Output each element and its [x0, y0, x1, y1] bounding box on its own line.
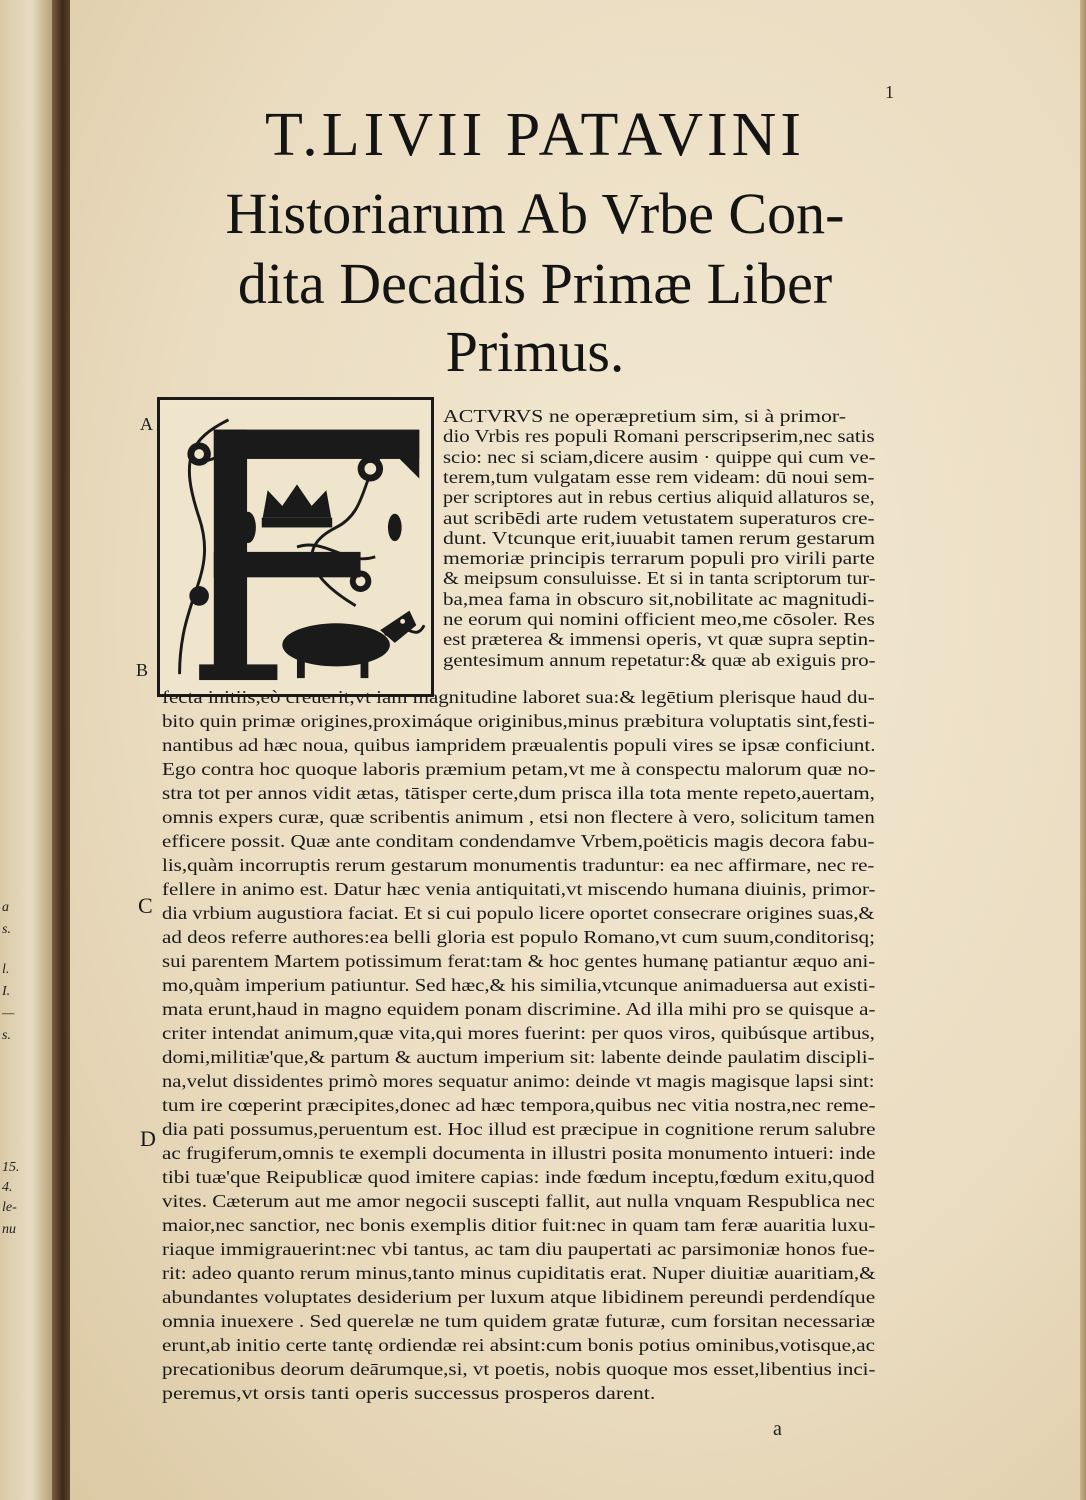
leaf-note: 4. — [2, 1180, 13, 1195]
text-line: tum ire cœperint præcipites,donec ad hæc tempora,quibus nec vitia nostra,nec reme- — [162, 1095, 876, 1115]
leaf-note: I. — [2, 984, 11, 999]
margin-letter-b: B — [136, 660, 149, 680]
signature-mark: a — [773, 1418, 782, 1440]
page-edge — [1080, 0, 1086, 1500]
margin-letter-d: D — [140, 1126, 156, 1151]
text-line: memoriæ principis terrarum populi pro virili parte — [443, 548, 875, 569]
title-line-4: Primus. — [445, 319, 625, 384]
margin-letter-c: C — [138, 893, 153, 918]
text-line: ac frugiferum,omnis te exempli documenta in illustri posita monumento intueri: inde — [162, 1143, 876, 1163]
text-line: rit: adeo quanto rerum minus,tanto minus cupiditatis erat. Nuper diuitiæ auaritiam,& — [162, 1263, 876, 1283]
title-line-3: dita Decadis Primæ Liber — [237, 251, 833, 316]
leaf-note: — — [2, 1006, 15, 1021]
text-line: scio: nec si sciam,dicere ausim · quippe qui cum ve- — [443, 446, 876, 467]
text-line: terem,tum vulgatam esse rem videam: dū noui sem- — [443, 466, 875, 487]
leaf-note: s. — [2, 922, 11, 937]
margin-letter-a: A — [140, 414, 153, 434]
text-line: dia vrbium augustiora faciat. Et si cui populo licere oportet consecrare origines suas,& — [162, 903, 875, 923]
text-line: na,velut dissidentes primò mores sequatur animo: deinde vt magis magisque lapsi sint: — [162, 1071, 875, 1091]
text-line: aut scribēdi arte rudem vetustatem superaturos cre- — [443, 507, 875, 528]
text-line: bito quin primæ origines,proximáque originibus,minus præbitura voluptatis sint,festi- — [162, 711, 875, 731]
text-line: tibi tuæ'que Reipublicæ quod imitere capias: inde fœdum inceptu,fœdum exitu,quod — [162, 1167, 875, 1187]
book-gutter — [52, 0, 70, 1500]
text-line: maior,nec sanctior, nec bonis exemplis ditior fuit:nec in quam tam feræ auaritia luxu- — [162, 1215, 876, 1235]
ornament-illustration — [160, 400, 431, 694]
title-line-2: Historiarum Ab Vrbe Con- — [225, 181, 845, 246]
text-line: mata erunt,haud in magno equidem ponam discrimine. Ad illa mihi pro se quisque a- — [162, 999, 876, 1019]
text-line: ba,mea fama in obscuro sit,nobilitate ac magnitudi- — [443, 588, 875, 609]
text-line: efficere possit. Quæ ante conditam condendamve Vrbem,poëticis magis decora fabu- — [162, 831, 875, 851]
text-line: dio Vrbis res populi Romani perscripserim,nec satis — [443, 426, 875, 447]
text-line: gentesimum annum repetatur:& quæ ab exiguis pro- — [443, 649, 876, 670]
text-line: precationibus deorum deārumque,si, vt poetis, nobis quoque mos esset,libentius inci- — [162, 1359, 876, 1379]
text-line: vites. Cæterum aut me amor negocii suscepti fallit, aut nulla vnquam Respublica nec — [162, 1191, 875, 1211]
text-line: fecta initiis,eò creuerit,vt iam magnitudine laboret sua:& legētium plerisque haud du- — [162, 687, 875, 707]
text-line: mo,quàm imperium patiuntur. Sed hæc,& his similia,vtcunque animaduersa aut existi- — [162, 975, 876, 995]
text-line: fellere in animo est. Datur hæc venia antiquitati,vt miscendo humana diuinis, primor- — [162, 879, 876, 899]
text-line: omnis expers curæ, quæ scribentis animum , etsi non flectere à vero, solicitum tamen — [162, 807, 875, 827]
text-line: riaque immigrauerint:nec vbi tantus, ac tam diu paupertati ac parsimoniæ honos fue- — [162, 1239, 875, 1259]
leaf-note: a — [2, 900, 9, 915]
previous-leaf-edge — [0, 0, 52, 1500]
text-line: peremus,vt orsis tanti operis successus prosperos darent. — [162, 1383, 656, 1403]
folio-mark: 1 — [885, 82, 894, 102]
title-line-1: T.LIVII PATAVINI — [264, 101, 806, 169]
text-line: est præterea & immensi operis, vt quæ supra septin- — [443, 629, 876, 650]
text-line: Ego contra hoc quoque laboris præmium petam,vt me à conspectu malorum quæ no- — [162, 759, 876, 779]
text-line: ne eorum qui nomini officient meo,me cōsoler. Res — [443, 609, 875, 629]
text-line: dunt. Vtcunque erit,iuuabit tamen rerum gestarum — [443, 527, 876, 548]
text-line: dia pati possumus,peruentum est. Hoc illud est præcipue in cognitione rerum salubre — [162, 1119, 876, 1139]
text-line: domi,militiæ'que,& partum & auctum imperium sit: labente deinde paulatim disciplі- — [162, 1047, 875, 1067]
leaf-note: le- — [2, 1200, 17, 1215]
text-line: stra tot per annos vidit ætas, tātisper certe,dum prisca illa tota mente repeto,auertam, — [162, 783, 875, 803]
text-line: erunt,ab initio certe tantę ordiendæ rei absint:cum bonis potius ominibus,votisque,ac — [162, 1335, 876, 1355]
leaf-note: nu — [2, 1222, 16, 1237]
text-line: criter intendat animum,quæ vita,qui mores fuerint: per quos viros, quibúsque artibus, — [162, 1023, 875, 1043]
text-line: per scriptores aut in rebus certius aliquid allaturos se, — [443, 487, 875, 508]
text-line: ad deos referre authores:ea belli gloria est populo Romano,vt cum suum,conditorisq; — [162, 927, 875, 947]
decorated-initial-f — [157, 397, 434, 697]
text-line: ACTVRVS ne operæpretium sim, si à primor- — [443, 406, 847, 426]
text-line: abundantes voluptates desiderium per luxum atque libidinem pereundi perdendíque — [162, 1287, 876, 1307]
text-line: omnia inuexere . Sed querelæ ne tum quidem gratæ futuræ, cum forsitan necessariæ — [162, 1311, 876, 1331]
text-line: & meipsum consuluisse. Et si in tanta scriptorum tur- — [443, 568, 876, 589]
leaf-note: 15. — [2, 1160, 20, 1175]
text-line: nantibus ad hæc noua, quibus iampridem præualentis populi vires se ipsæ conficiunt. — [162, 735, 876, 755]
text-line: lis,quàm incorruptis rerum gestarum monumentis traduntur: ea nec affirmare, nec re- — [162, 855, 875, 875]
text-line: sui parentem Martem potissimum ferat:tam & hoc gentes humanę patiantur æquo ani- — [162, 951, 876, 971]
leaf-note: s. — [2, 1028, 11, 1043]
leaf-note: l. — [2, 962, 10, 977]
